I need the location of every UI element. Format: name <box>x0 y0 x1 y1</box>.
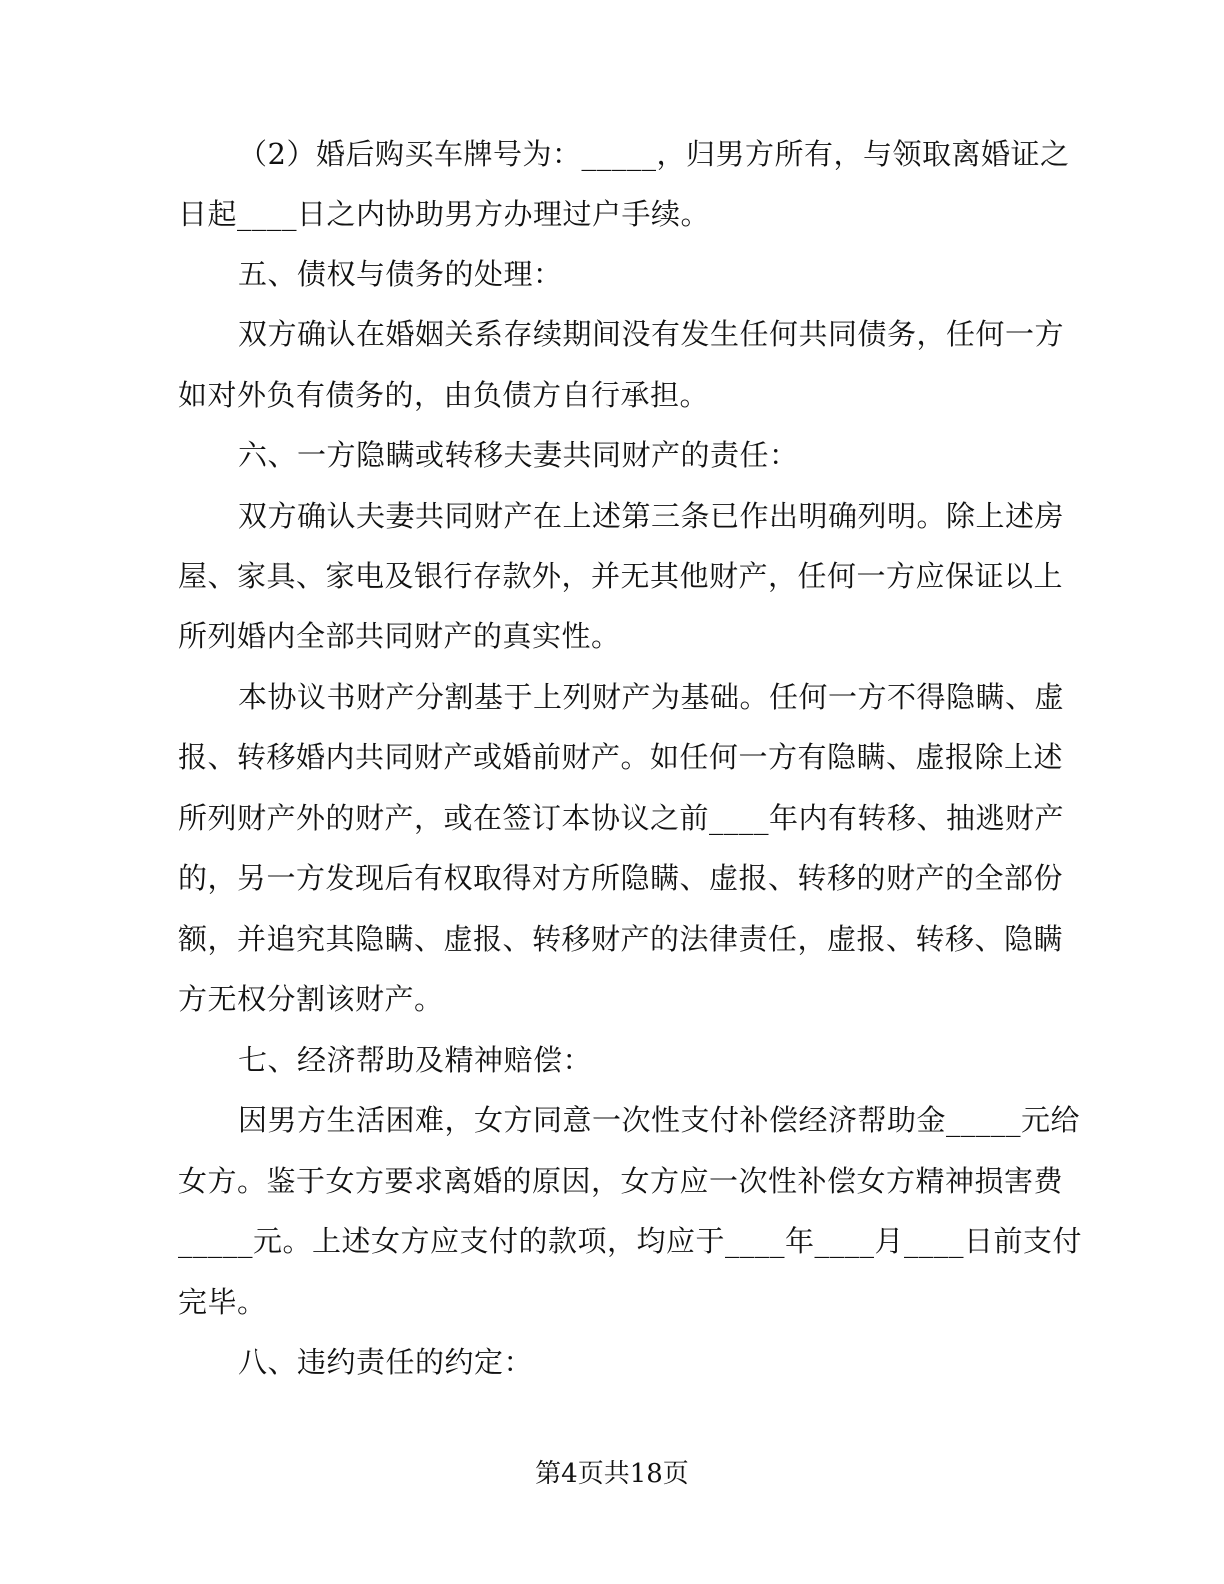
text-line: 如对外负有债务的，由负债方自行承担。 <box>178 378 710 412</box>
text-line: 所列财产外的财产，或在签订本协议之前____年内有转移、抽逃财产 <box>178 801 1065 835</box>
text-line: （2）婚后购买车牌号为：_____，归男方所有，与领取离婚证之 <box>238 137 1070 171</box>
section-heading: 八、违约责任的约定： <box>238 1345 534 1379</box>
text-line: _____元。上述女方应支付的款项，均应于____年____月____日前支付 <box>178 1224 1083 1258</box>
text-line: 额，并追究其隐瞒、虚报、转移财产的法律责任，虚报、转移、隐瞒 <box>178 922 1064 956</box>
section-heading: 六、一方隐瞒或转移夫妻共同财产的责任： <box>238 438 799 472</box>
section-heading: 七、经济帮助及精神赔偿： <box>238 1043 593 1077</box>
text-line: 屋、家具、家电及银行存款外，并无其他财产，任何一方应保证以上 <box>178 559 1064 593</box>
page-number: 第4页共18页 <box>535 1459 689 1489</box>
text-line: 完毕。 <box>178 1285 267 1319</box>
section-heading: 五、债权与债务的处理： <box>238 257 563 291</box>
text-line: 双方确认在婚姻关系存续期间没有发生任何共同债务，任何一方 <box>238 317 1065 351</box>
text-line: 日起____日之内协助男方办理过户手续。 <box>178 197 711 231</box>
text-line: 因男方生活困难，女方同意一次性支付补偿经济帮助金_____元给 <box>238 1103 1081 1137</box>
text-line: 女方。鉴于女方要求离婚的原因，女方应一次性补偿女方精神损害费 <box>178 1164 1064 1198</box>
text-line: 的，另一方发现后有权取得对方所隐瞒、虚报、转移的财产的全部份 <box>178 861 1064 895</box>
text-line: 所列婚内全部共同财产的真实性。 <box>178 619 621 653</box>
text-line: 本协议书财产分割基于上列财产为基础。任何一方不得隐瞒、虚 <box>238 680 1065 714</box>
text-line: 报、转移婚内共同财产或婚前财产。如任何一方有隐瞒、虚报除上述 <box>178 740 1064 774</box>
text-line: 双方确认夫妻共同财产在上述第三条已作出明确列明。除上述房 <box>238 499 1065 533</box>
text-line: 方无权分割该财产。 <box>178 982 444 1016</box>
